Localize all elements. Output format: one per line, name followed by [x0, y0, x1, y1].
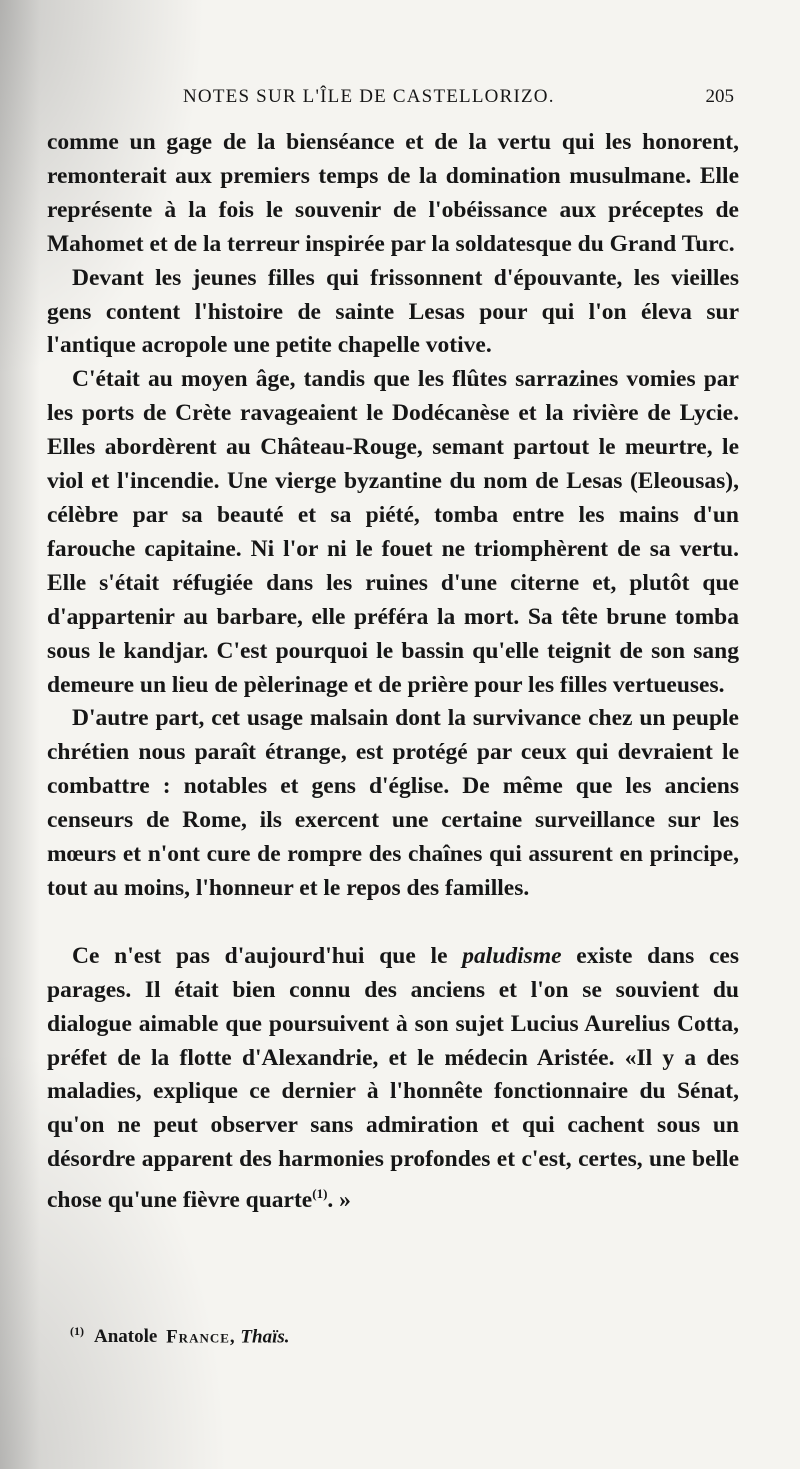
running-title: NOTES SUR L'ÎLE DE CASTELLORIZO. — [183, 86, 555, 107]
page-number: 205 — [705, 86, 734, 107]
footnote-reference[interactable]: (1) — [312, 1186, 328, 1202]
paragraph-moyen-age: C'était au moyen âge, tandis que les flûtes sarrazines vomies par les ports de Crète ravageaient le Dodécanèse et la rivière de Lycie. Elles abordèrent au Château-Rouge, semant partout le meurtre, le viol et l'incendie. Une vierge byzantine du nom de Lesas (Eleousas), célèbre par sa beauté et sa piété, tomba entre les mains d'un farouche capitaine. Ni l'or ni le fouet ne triomphèrent de sa vertu. Elle s'était réfugiée dans les ruines d'une citerne et, plutôt que d'appartenir au barbare, elle préféra la mort. Sa tête brune tomba sous le kandjar. C'est pourquoi le bassin qu'elle teignit de son sang demeure un lieu de pèlerinage et de prière pour les filles vertueuses. — [47, 366, 739, 698]
footnote-author-last: France, — [166, 1326, 236, 1348]
paludisme-text-rest: existe dans ces parages. Il était bien connu des anciens et l'on se souvient du dialogue aimable que poursuivent à son sujet Lucius Aurelius Cotta, préfet de la flotte d'Alexandrie, et le médecin Aristée. «Il y a des maladies, explique ce dernier à l'honnête fonctionnaire du Sénat, qu'on ne peut observer sans admiration et qui cachent sous un désordre apparent des harmonies profondes et c'est, certes, une belle chose qu'une fièvre quarte — [47, 942, 740, 1214]
quote-closing: . » — [327, 1187, 351, 1214]
paragraph-paludisme — [47, 940, 739, 1218]
footnote-author-first: Anatole — [94, 1326, 158, 1348]
paludisme-text-start: Ce n'est pas d'aujourd'hui que le — [72, 942, 463, 969]
footnote-marker: (1) — [70, 1324, 84, 1338]
body-text — [47, 126, 739, 1218]
footnote-title: Thaïs. — [240, 1326, 290, 1348]
paludisme-term: paludisme — [462, 942, 562, 969]
paragraph-usage-malsain: D'autre part, cet usage malsain dont la survivance chez un peuple chrétien nous paraît étrange, est protégé par ceux qui devraient le combattre : notables et gens d'église. De même que les anciens censeurs de Rome, ils exercent une certaine surveillance sur les mœurs et n'ont cure de rompre des chaînes qui assurent en principe, tout au moins, l'honneur et le repos des familles. — [47, 705, 739, 901]
paragraph-continuation: comme un gage de la bienséance et de la vertu qui les honorent, remonterait aux premiers temps de la domination musulmane. Elle représente à la fois le souvenir de l'obéissance aux préceptes de Mahomet et de la terreur inspirée par la soldatesque du Grand Turc. — [47, 129, 739, 257]
footnote — [70, 1324, 290, 1348]
page-header — [0, 86, 800, 116]
paragraph-sainte-lesas: Devant les jeunes filles qui frissonnent d'épouvante, les vieilles gens content l'histoire de sainte Lesas pour qui l'on éleva sur l'antique acropole une petite chapelle votive. — [47, 264, 739, 359]
